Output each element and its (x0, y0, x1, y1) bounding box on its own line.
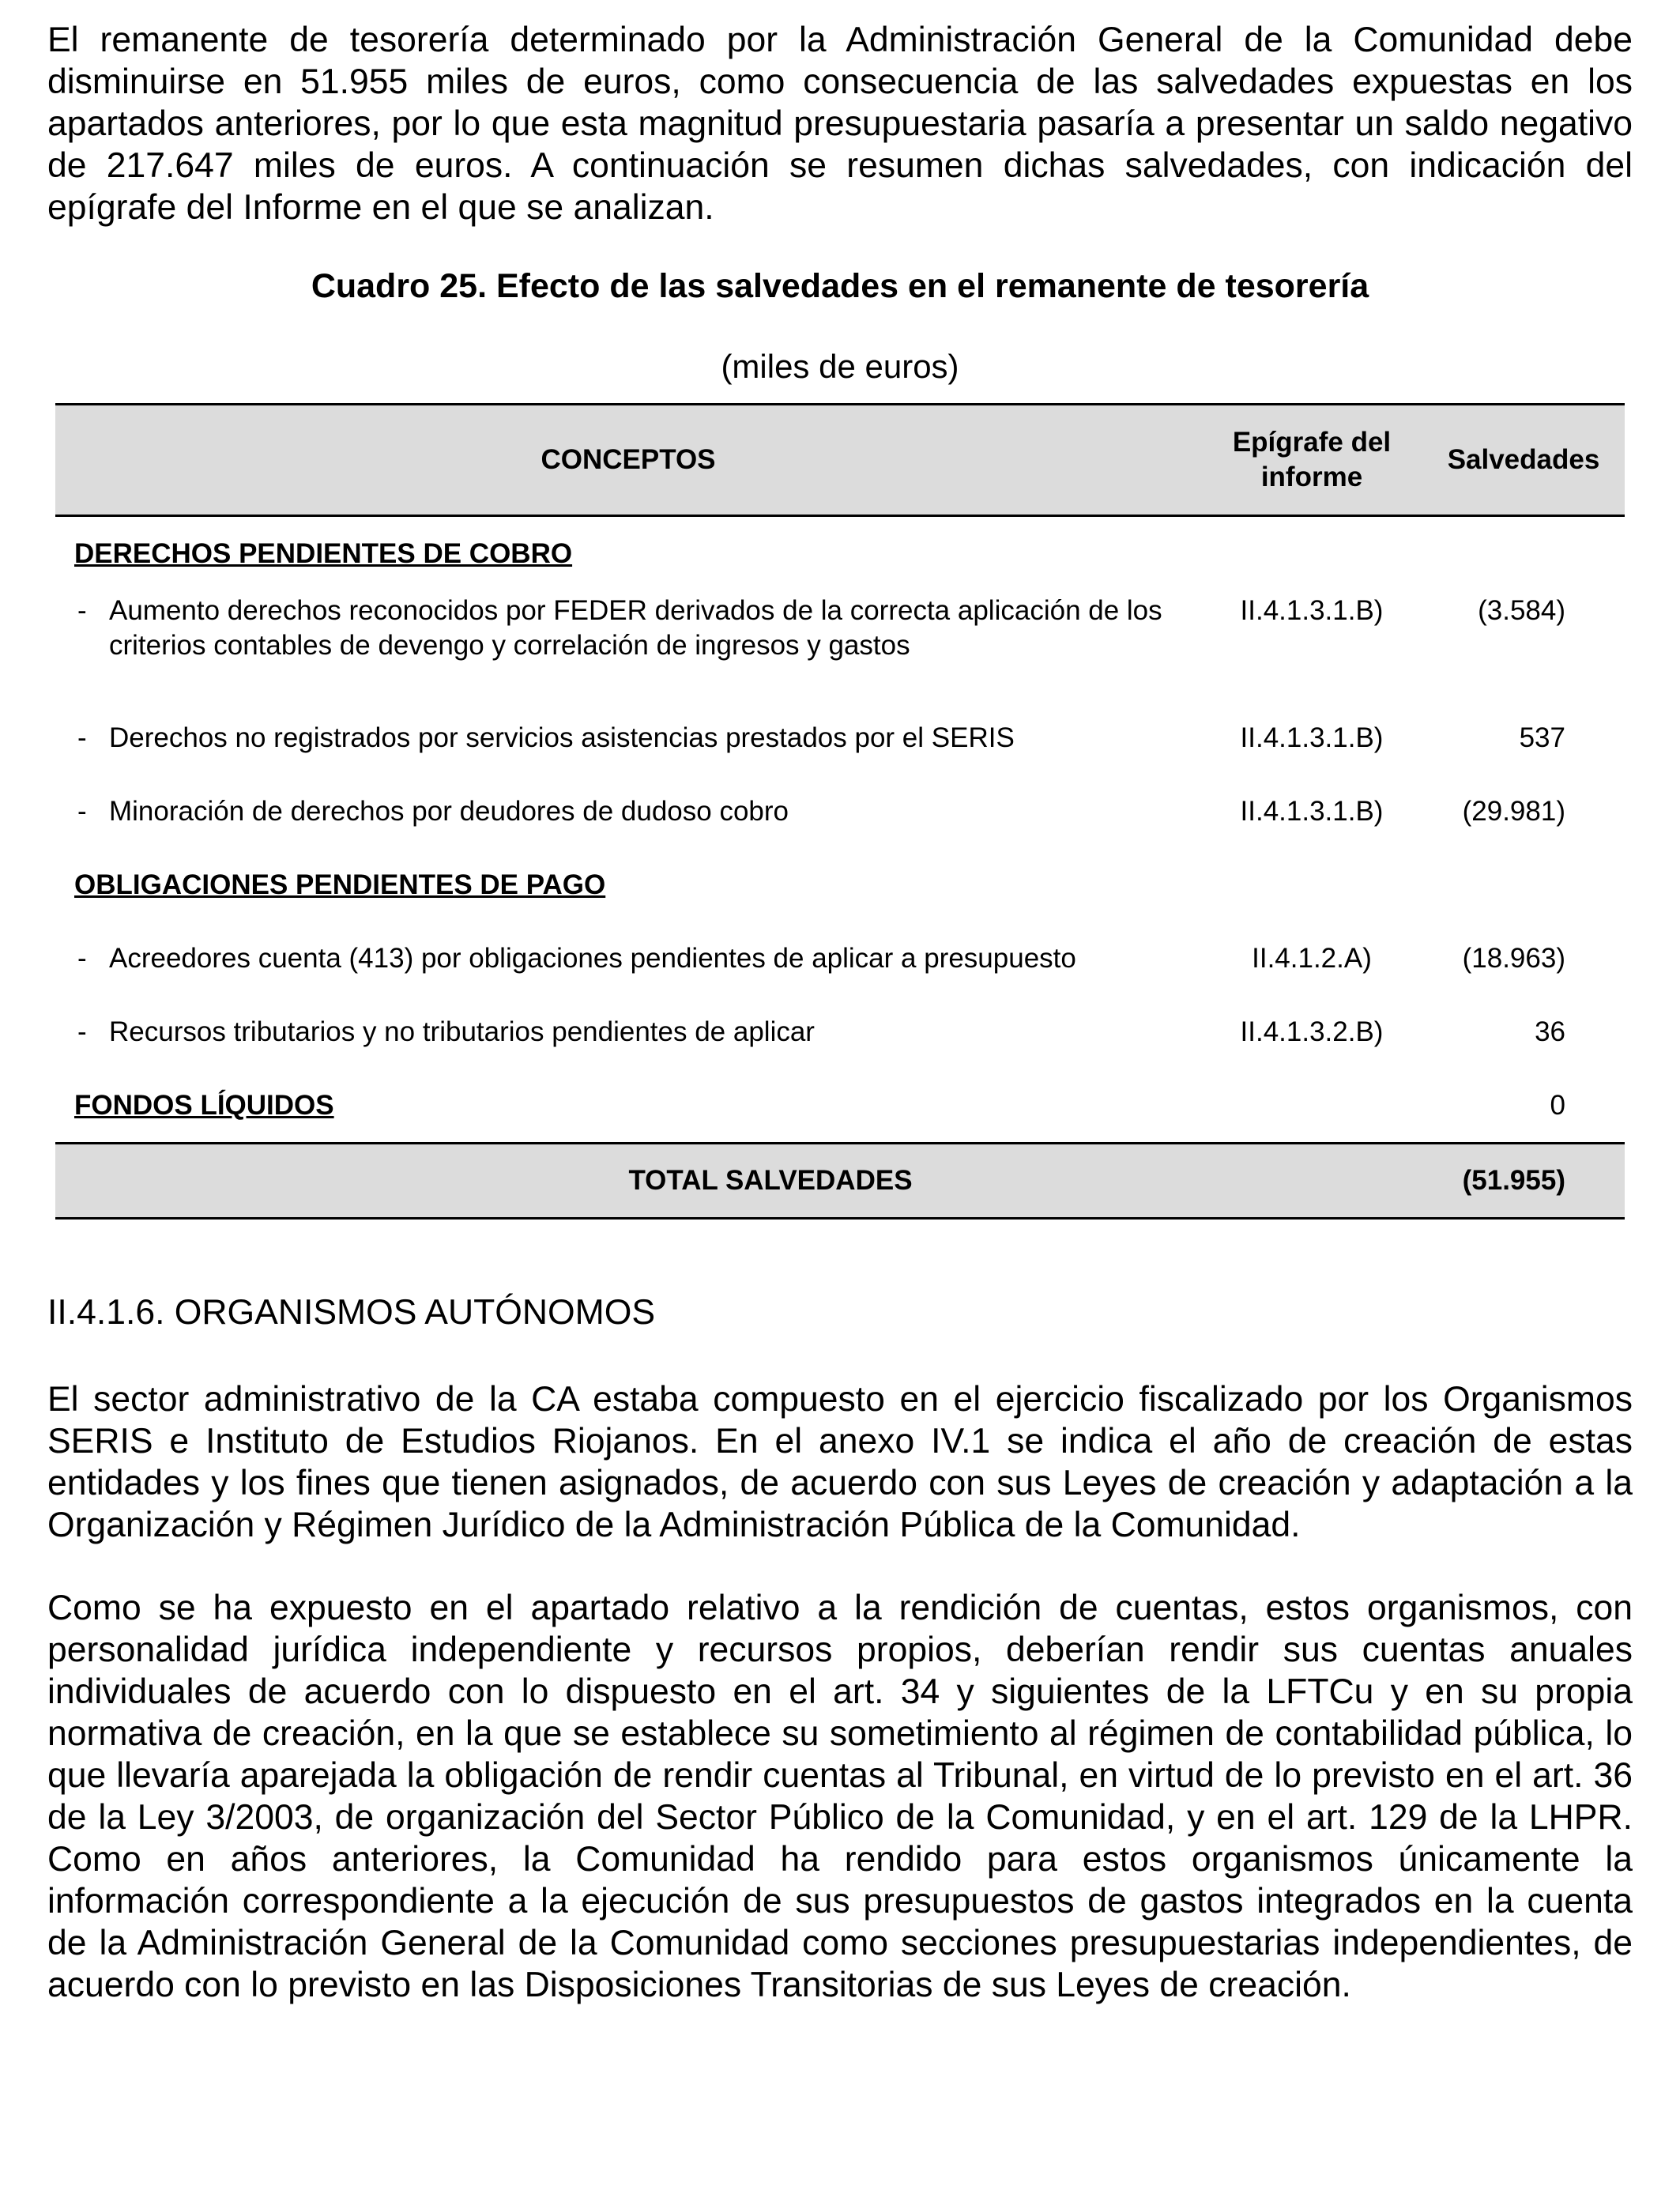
paragraph: Como se ha expuesto en el apartado relativo a la rendición de cuentas, estos organismos, con personalidad jurídica independiente y recursos propios, deberían rendir sus cuentas anuales individuales de acuerdo con lo dispuesto en el art. 34 y siguientes de la LFTCu y en su propia normativa de creación, en la que se establece su sometimiento al régimen de contabilidad pública, lo que llevaría aparejada la obligación de rendir cuentas al Tribunal, en virtud de lo previsto en el art. 36 de la Ley 3/2003, de organización del Sector Público de la Comunidad, y en el art. 129 de la LHPR. Como en años anteriores, la Comunidad ha rendido para estos organismos únicamente la información correspondiente a la ejecución de sus presupuestos de gastos integrados en la cuenta de la Administración General de la Comunidad como secciones presupuestarias independientes, de acuerdo con lo previsto en las Disposiciones Transitorias de sus Leyes de creación. (47, 1589, 1633, 2004)
section-row (55, 516, 1625, 591)
list-dash: - (77, 795, 87, 827)
total-label: TOTAL SALVEDADES (55, 1144, 1422, 1219)
section-heading: II.4.1.6. ORGANISMOS AUTÓNOMOS (47, 1293, 656, 1332)
list-dash: - (77, 595, 87, 626)
table-caption: Cuadro 25. Efecto de las salvedades en el remanente de tesorería (311, 267, 1369, 305)
epigraph-cell: II.4.1.3.1.B) (1240, 795, 1384, 827)
header-epigraph: Epígrafe del informe (1201, 405, 1422, 516)
section-title: OBLIGACIONES PENDIENTES DE PAGO (74, 869, 606, 900)
epigraph-cell: II.4.1.3.1.B) (1240, 722, 1384, 753)
concept-text: Acreedores cuenta (413) por obligaciones pendientes de aplicar a presupuesto (109, 942, 1076, 974)
section-title: DERECHOS PENDIENTES DE COBRO (74, 537, 573, 569)
list-dash: - (77, 722, 87, 753)
table-row (55, 775, 1625, 848)
section-row (55, 848, 1625, 922)
list-dash: - (77, 1016, 87, 1047)
value-cell: (3.584) (1478, 595, 1565, 626)
concept-text: Aumento derechos reconocidos por FEDER derivados de la correcta aplicación de los criterios contables de devengo y correlación de ingresos y gastos (109, 595, 1162, 661)
section-title: FONDOS LÍQUIDOS (74, 1089, 334, 1121)
table-header-row (55, 405, 1625, 516)
value-cell: (18.963) (1462, 942, 1565, 974)
header-salvedades: Salvedades (1422, 405, 1625, 516)
value-cell: 0 (1550, 1089, 1565, 1121)
epigraph-cell: II.4.1.2.A) (1252, 942, 1372, 974)
paragraph: El sector administrativo de la CA estaba compuesto en el ejercicio fiscalizado por los Organismos SERIS e Instituto de Estudios Riojanos. En el anexo IV.1 se indica el año de creación de estas entidades y los fines que tienen asignados, de acuerdo con sus Leyes de creación y adaptación a la Organización y Régimen Jurídico de la Administración Pública de la Comunidad. (47, 1380, 1633, 1544)
header-concepts: CONCEPTOS (55, 405, 1201, 516)
total-row (55, 1144, 1625, 1219)
table-row (55, 995, 1625, 1069)
table-row (55, 922, 1625, 995)
value-cell: (29.981) (1462, 795, 1565, 827)
intro-paragraph: El remanente de tesorería determinado por la Administración General de la Comunidad debe disminuirse en 51.955 miles de euros, como consecuencia de las salvedades expuestas en los apartados anteriores, por lo que esta magnitud presupuestaria pasaría a presentar un saldo negativo de 217.647 miles de euros. A continuación se resumen dichas salvedades, con indicación del epígrafe del Informe en el que se analizan. (47, 21, 1633, 227)
value-cell: 36 (1535, 1016, 1565, 1047)
table-units: (miles de euros) (721, 348, 959, 385)
table-row (55, 701, 1625, 775)
value-cell: 537 (1519, 722, 1565, 753)
salvedades-table (55, 403, 1625, 1220)
epigraph-cell: II.4.1.3.2.B) (1240, 1016, 1384, 1047)
total-value: (51.955) (1422, 1144, 1625, 1219)
epigraph-cell: II.4.1.3.1.B) (1240, 595, 1384, 626)
list-dash: - (77, 942, 87, 974)
concept-text: Derechos no registrados por servicios asistencias prestados por el SERIS (109, 722, 1015, 753)
concept-text: Minoración de derechos por deudores de dudoso cobro (109, 795, 789, 827)
concept-text: Recursos tributarios y no tributarios pendientes de aplicar (109, 1016, 815, 1047)
table-row (55, 590, 1625, 701)
section-row (55, 1069, 1625, 1144)
